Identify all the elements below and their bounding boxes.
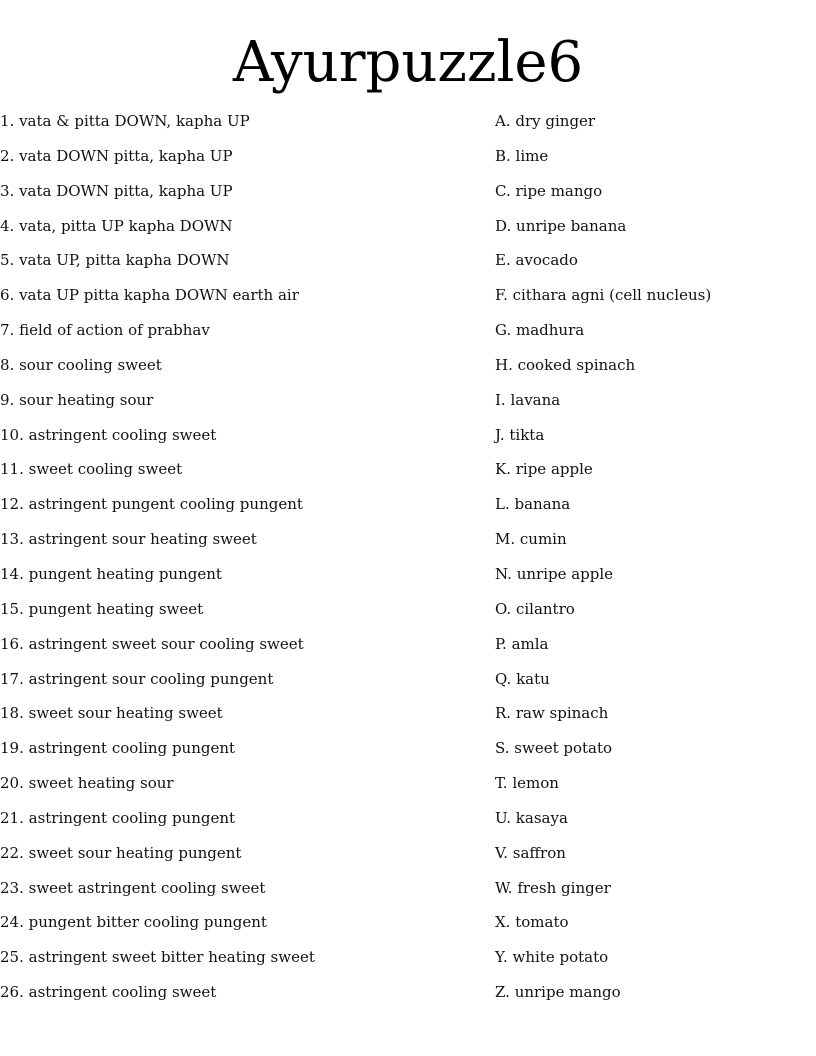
answer-item: P. amla xyxy=(495,634,549,653)
clue-item: 4. vata, pitta UP kapha DOWN xyxy=(0,216,233,235)
clue-item: 14. pungent heating pungent xyxy=(0,564,222,583)
clue-item: 10. astringent cooling sweet xyxy=(0,425,217,444)
answer-item: D. unripe banana xyxy=(495,216,627,235)
answer-item: U. kasaya xyxy=(495,808,568,827)
answer-item: I. lavana xyxy=(495,390,561,409)
clue-item: 1. vata & pitta DOWN, kapha UP xyxy=(0,112,250,130)
answer-item: F. cithara agni (cell nucleus) xyxy=(495,286,712,305)
answer-item: W. fresh ginger xyxy=(495,878,611,897)
clue-item: 18. sweet sour heating sweet xyxy=(0,704,223,723)
answer-item: L. banana xyxy=(495,495,571,514)
answer-item: X. tomato xyxy=(495,913,569,932)
clue-item: 22. sweet sour heating pungent xyxy=(0,843,242,862)
answer-item: E. avocado xyxy=(495,251,578,270)
clue-item: 13. astringent sour heating sweet xyxy=(0,530,257,549)
clue-item: 3. vata DOWN pitta, kapha UP xyxy=(0,181,233,200)
answer-item: O. cilantro xyxy=(495,599,575,618)
answer-item: V. saffron xyxy=(495,843,566,862)
clue-item: 2. vata DOWN pitta, kapha UP xyxy=(0,146,233,165)
clue-item: 21. astringent cooling pungent xyxy=(0,808,236,827)
answer-item: T. lemon xyxy=(495,774,559,793)
answer-item: B. lime xyxy=(495,146,549,165)
answer-item: H. cooked spinach xyxy=(495,355,636,374)
answer-item: Z. unripe mango xyxy=(495,983,621,1002)
answer-item: A. dry ginger xyxy=(495,112,596,130)
answer-item: Y. white potato xyxy=(495,948,609,967)
answer-item: J. tikta xyxy=(495,425,545,444)
answer-item: Q. katu xyxy=(495,669,550,688)
clue-item: 26. astringent cooling sweet xyxy=(0,983,217,1002)
clue-list xyxy=(0,104,480,1010)
clue-item: 11. sweet cooling sweet xyxy=(0,460,183,479)
answer-item: N. unripe apple xyxy=(495,564,614,583)
clue-item: 9. sour heating sour xyxy=(0,390,154,409)
answer-list xyxy=(495,104,805,1010)
clue-item: 17. astringent sour cooling pungent xyxy=(0,669,274,688)
clue-item: 15. pungent heating sweet xyxy=(0,599,204,618)
clue-item: 8. sour cooling sweet xyxy=(0,355,162,374)
clue-item: 6. vata UP pitta kapha DOWN earth air xyxy=(0,286,299,305)
answer-item: G. madhura xyxy=(495,321,585,340)
clue-item: 5. vata UP, pitta kapha DOWN xyxy=(0,251,230,270)
answer-item: M. cumin xyxy=(495,530,567,549)
clue-item: 16. astringent sweet sour cooling sweet xyxy=(0,634,304,653)
clue-item: 25. astringent sweet bitter heating sweet xyxy=(0,948,315,967)
answer-item: R. raw spinach xyxy=(495,704,609,723)
clue-item: 24. pungent bitter cooling pungent xyxy=(0,913,267,932)
clue-item: 20. sweet heating sour xyxy=(0,774,174,793)
clue-item: 23. sweet astringent cooling sweet xyxy=(0,878,266,897)
clue-item: 7. field of action of prabhav xyxy=(0,321,210,340)
clue-item: 12. astringent pungent cooling pungent xyxy=(0,495,303,514)
answer-item: C. ripe mango xyxy=(495,181,603,200)
answer-item: K. ripe apple xyxy=(495,460,593,479)
page-title: Ayurpuzzle6 xyxy=(232,30,584,95)
answer-item: S. sweet potato xyxy=(495,739,613,758)
clue-item: 19. astringent cooling pungent xyxy=(0,739,236,758)
